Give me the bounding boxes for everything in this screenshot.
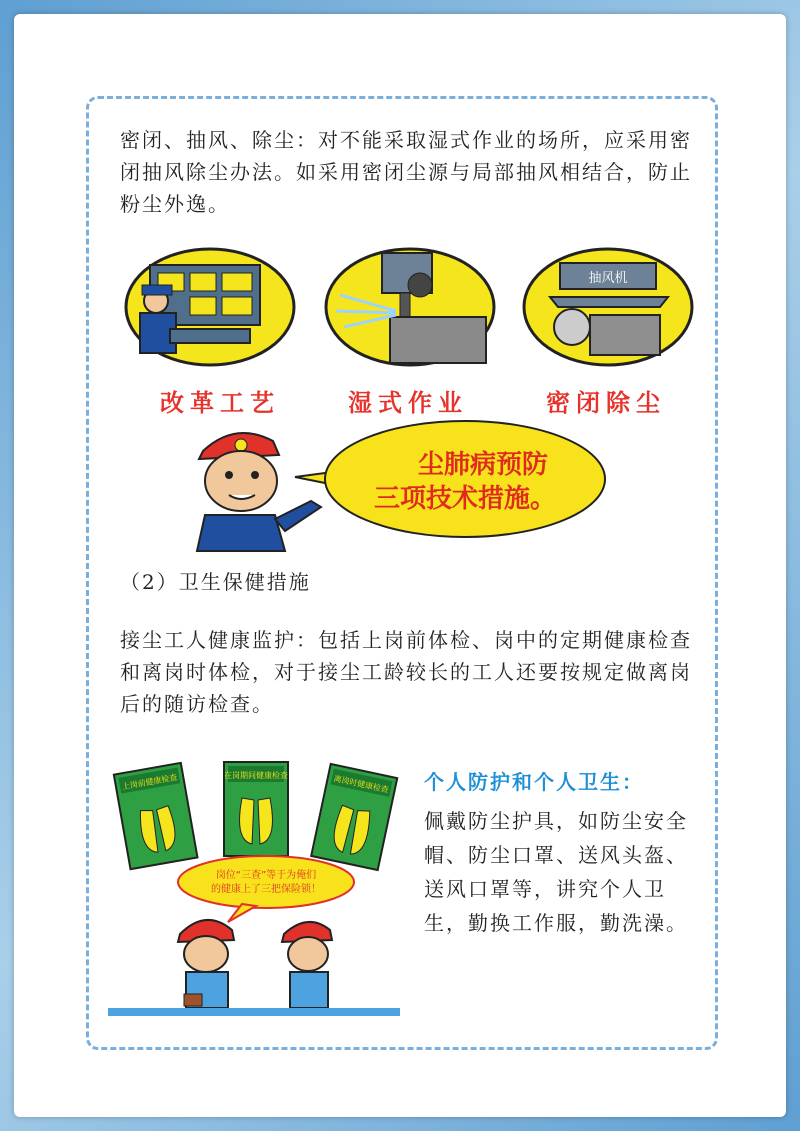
board-on-job-label: 在岗期间健康检查: [224, 771, 288, 780]
dust-control-paragraph: 密闭、抽风、除尘：对不能采取湿式作业的场所，应采用密闭抽风除尘办法。如采用密闭尘源与局部抽风相结合，防止粉尘外逸。: [120, 128, 692, 216]
three-measures-illustration: [120, 245, 700, 385]
worker-right: [282, 922, 332, 1008]
board-post-job-label: 离岗时健康检查: [332, 774, 390, 795]
board-on-job: [224, 762, 288, 856]
worker-figure: [197, 433, 321, 551]
speech-line-2: 的健康上了三把保险锁！: [211, 884, 321, 895]
bubble-line-2: 三项技术措施。: [373, 484, 557, 514]
workers-speech-bubble: [178, 856, 354, 922]
caption-sealed-dust-removal: 密闭除尘: [546, 389, 666, 417]
sealed-dust-removal-image: [524, 249, 692, 365]
speech-bubble: [295, 421, 605, 537]
exhaust-fan-label: 抽风机: [588, 271, 628, 286]
process-reform-image: [126, 249, 294, 365]
board-pre-job: [114, 763, 198, 869]
worker-left: [178, 920, 234, 1008]
board-pre-job-label: 上岗前健康检查: [121, 772, 179, 792]
wet-operation-image: [326, 249, 494, 365]
caption-wet-operation: 湿式作业: [348, 389, 468, 417]
health-check-illustration: [108, 758, 408, 1020]
personal-protection-title: 个人防护和个人卫生：: [424, 770, 644, 794]
ground-line: [108, 1008, 400, 1016]
health-monitoring-paragraph: 接尘工人健康监护：包括上岗前体检、岗中的定期健康检查和离岗时体检，对于接尘工龄较长的工人还要按规定做离岗后的随访检查。: [120, 628, 692, 716]
personal-protection-text: 佩戴防尘护具，如防尘安全帽、防尘口罩、送风头盔、送风口罩等，讲究个人卫生，勤换工作服，勤洗澡。: [424, 809, 688, 935]
caption-process-reform: 改革工艺: [160, 389, 280, 417]
speech-line-1: 岗位“三查”等于为俺们: [215, 870, 317, 881]
board-post-job: [311, 764, 397, 870]
health-measures-heading: （2）卫生保健措施: [120, 570, 311, 594]
worker-speech-illustration: [175, 415, 615, 555]
bubble-line-1: 尘肺病预防: [417, 450, 549, 480]
